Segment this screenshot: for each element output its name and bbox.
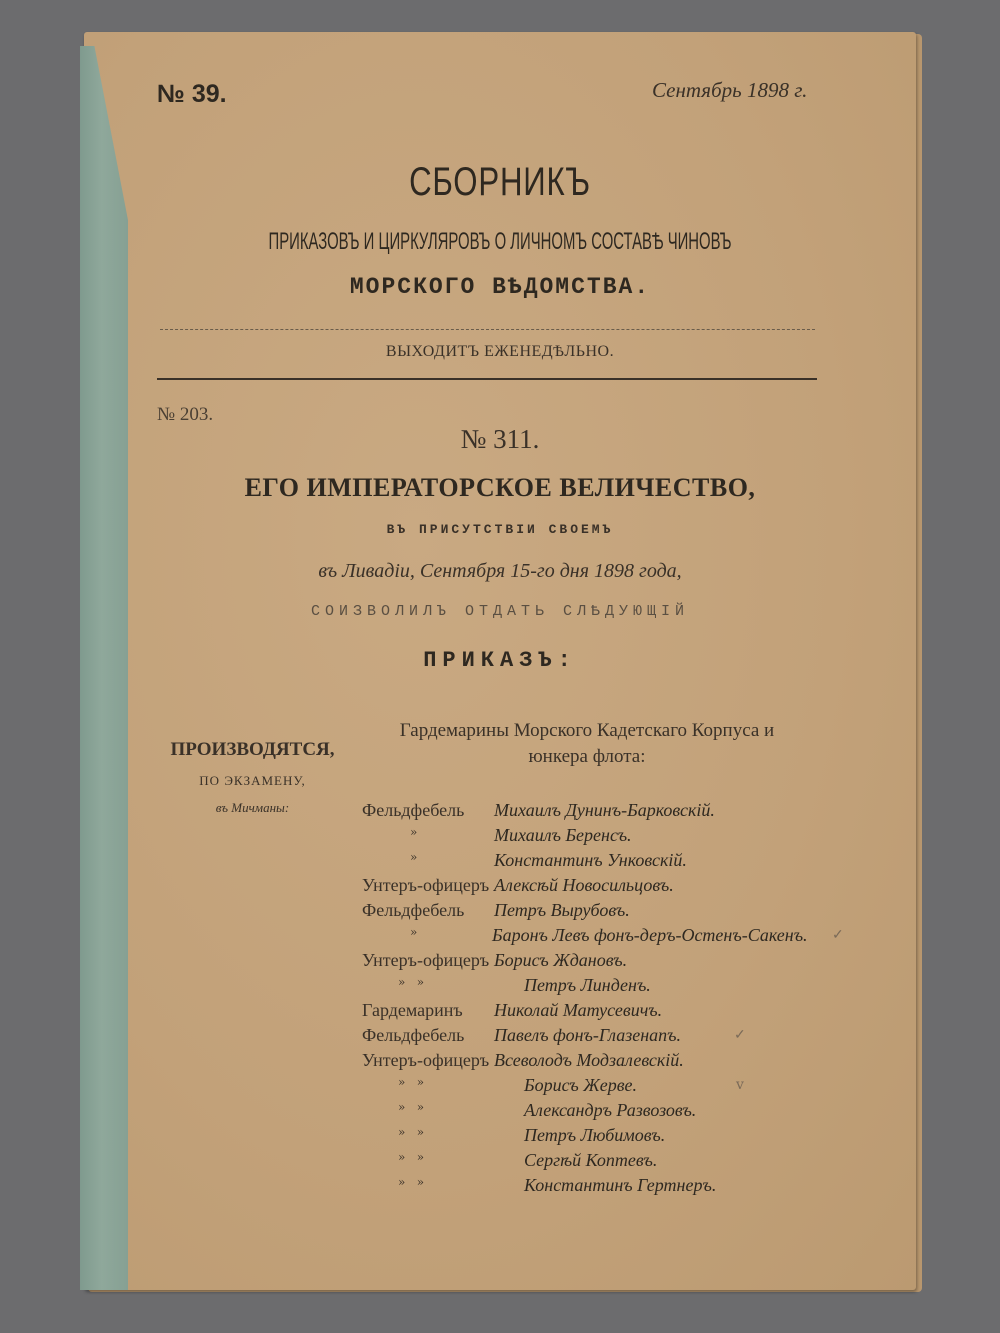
list-item xyxy=(362,1100,832,1125)
person-name: Баронъ Левъ фонъ-деръ-Остенъ-Сакенъ. xyxy=(492,925,808,945)
list-item xyxy=(362,800,832,825)
roster-list xyxy=(362,800,844,1200)
person-name: Александръ Развозовъ. xyxy=(524,1100,697,1120)
group-heading-line-1: Гардемарины Морского Кадетскаго Корпуса и xyxy=(399,720,775,741)
promoted-label: ПРОИЗВОДЯТСЯ, xyxy=(170,739,335,760)
by-exam-label: ПО ЭКЗАМЕНУ, xyxy=(199,773,306,788)
list-item xyxy=(362,1150,832,1175)
ditto-mark: » » xyxy=(398,1100,425,1114)
ditto-mark: » » xyxy=(398,975,425,989)
place-date-line: въ Ливадіи, Сентября 15-го дня 1898 года, xyxy=(318,560,682,582)
list-item xyxy=(362,1000,832,1025)
person-name: Константинъ Гертнеръ. xyxy=(524,1175,717,1195)
group-heading-line-2: юнкера флота: xyxy=(528,746,646,767)
divider-thin xyxy=(160,329,815,330)
rank: Фельдфебель xyxy=(362,900,465,920)
person-name: Михаилъ Беренсъ. xyxy=(494,825,632,845)
ditto-mark: » » xyxy=(398,1125,425,1139)
rank: Унтеръ-офицеръ xyxy=(362,950,490,970)
person-name: Сергѣй Коптевъ. xyxy=(524,1150,658,1170)
publication-frequency: ВЫХОДИТЪ ЕЖЕНЕДѢЛЬНО. xyxy=(385,343,615,360)
side-number: № 203. xyxy=(157,404,214,425)
list-item xyxy=(362,875,832,900)
list-item xyxy=(362,1050,832,1075)
rank: Фельдфебель xyxy=(362,800,465,820)
divider-thick xyxy=(157,378,817,380)
person-name: Борисъ Ждановъ. xyxy=(494,950,628,970)
list-item xyxy=(362,1175,832,1200)
ditto-mark: » » xyxy=(398,1075,425,1089)
person-name: Всеволодъ Модзалевскій. xyxy=(494,1050,684,1070)
list-item xyxy=(362,975,832,1000)
ditto-mark: » xyxy=(410,850,418,864)
masthead-title: СБОРНИКЪ xyxy=(409,160,591,204)
issue-number: № 39. xyxy=(157,80,227,108)
ditto-mark: » xyxy=(410,925,418,939)
check-mark-icon: ✓ xyxy=(832,927,844,943)
presence-line: ВЪ ПРИСУТСТВІИ СВОЕМЪ xyxy=(386,522,614,537)
group-heading xyxy=(362,718,812,770)
person-name: Петръ Линденъ. xyxy=(524,975,651,995)
list-item xyxy=(362,1125,832,1150)
person-name: Петръ Любимовъ. xyxy=(524,1125,666,1145)
deigned-line: СОИЗВОЛИЛЪ ОТДАТЬ СЛѢДУЮЩІЙ xyxy=(310,603,690,620)
rank: Унтеръ-офицеръ xyxy=(362,1050,490,1070)
masthead-subtitle-1: ПРИКАЗОВЪ И ЦИРКУЛЯРОВЪ О ЛИЧНОМЪ СОСТАВѢ ЧИНОВЪ xyxy=(268,228,732,255)
order-heading: ПРИКАЗЪ: xyxy=(423,648,577,673)
check-mark-icon: ✓ xyxy=(734,1027,746,1043)
list-item xyxy=(362,850,832,875)
person-name: Николай Матусевичъ. xyxy=(494,1000,663,1020)
rank: Фельдфебель xyxy=(362,1025,465,1045)
list-item xyxy=(362,900,832,925)
order-number: № 311. xyxy=(460,424,540,454)
list-item xyxy=(362,1075,832,1100)
target-rank-label: въ Мичманы: xyxy=(215,800,290,815)
ditto-mark: » xyxy=(410,825,418,839)
masthead-subtitle-2: МОРСКОГО ВѢДОМСТВА. xyxy=(349,274,651,300)
check-mark-icon: v xyxy=(736,1077,744,1093)
person-name: Алексѣй Новосильцовъ. xyxy=(494,875,674,895)
issue-date: Сентябрь 1898 г. xyxy=(652,78,808,102)
rank: Унтеръ-офицеръ xyxy=(362,875,490,895)
person-name: Петръ Вырубовъ. xyxy=(494,900,630,920)
list-item xyxy=(362,825,832,850)
person-name: Михаилъ Дунинъ-Барковскій. xyxy=(494,800,715,820)
person-name: Павелъ фонъ-Глазенапъ. xyxy=(494,1025,681,1045)
rank: Гардемаринъ xyxy=(362,1000,463,1020)
person-name: Борисъ Жерве. xyxy=(524,1075,637,1095)
person-name: Константинъ Унковскій. xyxy=(494,850,687,870)
majesty-heading: ЕГО ИМПЕРАТОРСКОЕ ВЕЛИЧЕСТВО, xyxy=(244,473,756,502)
ditto-mark: » » xyxy=(398,1175,425,1189)
list-item xyxy=(362,925,844,950)
ditto-mark: » » xyxy=(398,1150,425,1164)
list-item xyxy=(362,950,832,975)
list-item xyxy=(362,1025,832,1050)
